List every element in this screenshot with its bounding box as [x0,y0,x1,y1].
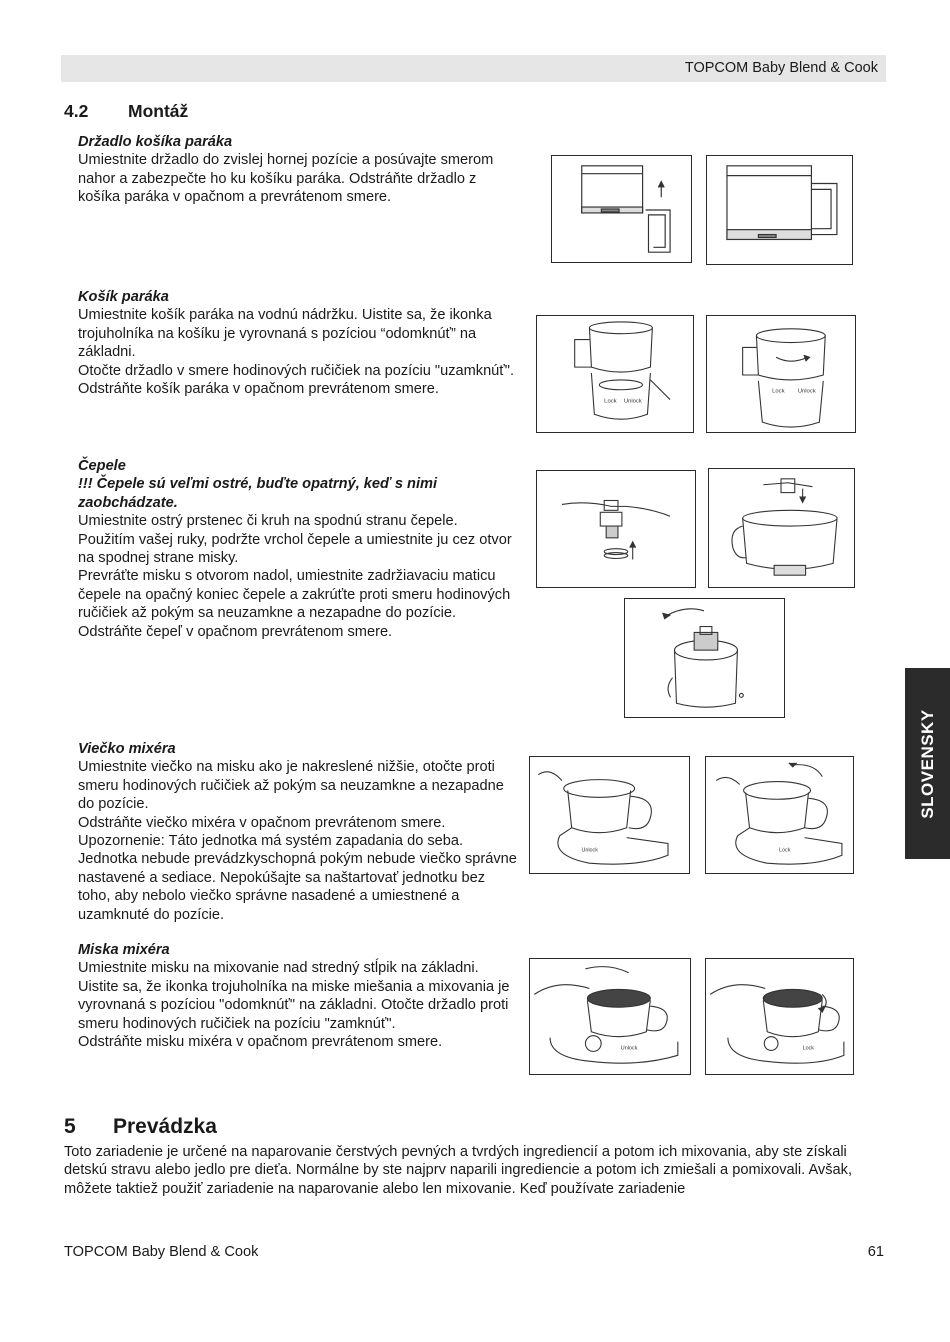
svg-text:Unlock: Unlock [581,847,598,854]
section-5-text: Toto zariadenie je určené na naparovanie čerstvých pevných a tvrdých ingrediencií a potom ich mixovania, aby ste získali detskú stravu alebo jedlo pre dieťa. Normálne by ste najprv naparili ingrediencie a potom ich zmiešali a pomixovali. Avšak, môžete taktiež použiť zariadenie na naparovanie alebo len mixovanie. Keď používate zariadenie [64,1144,852,1197]
blades-heading: Čepele [78,458,126,474]
bowl-place-illustration [529,958,691,1075]
lid-text-1: Umiestnite viečko na misku ako je nakreslené nižšie, otočte proti smeru hodinových ručičiek až pokým sa neuzamkne a nezapadne do pozície. [78,759,504,813]
blades-warning: !!! Čepele sú veľmi ostré, buďte opatrný, keď s nimi zaobchádzate. [78,476,438,511]
handle-attached-illustration [706,155,853,265]
handle-section [78,133,518,207]
blade-lock-illustration [624,598,785,718]
basket-rotate-illustration [706,315,856,433]
section-5-title: Prevádzka [113,1115,217,1138]
section-number: 4.2 [64,101,89,121]
lid-text-3: Upozornenie: Táto jednotka má systém zapadania do seba. Jednotka nebude prevádzkyschopná pokým nebude viečko správne nastavené a sediace. Nepokúšajte sa naštartovať jednotku bez toho, aby nebolo viečko správne nasadené a umiestnené a uzamknuté do pozície. [78,833,517,923]
section-5-heading [64,1115,217,1139]
svg-text:Unlock: Unlock [797,388,816,395]
header-title: TOPCOM Baby Blend & Cook [684,60,878,76]
lock-label: Lock [604,398,617,405]
bowl-text-1: Umiestnite misku na mixovanie nad stredný stĺpik na základni. Uistite sa, že ikonka trojuholníka na miske miešania a mixovania je vyrovnaná s pozíciou "odomknúť" na základni. Otočte držadlo proti smeru hodinových ručičiek na pozíciu "zamknúť". [78,960,510,1032]
lid-place-illustration [529,756,690,874]
svg-text:Lock: Lock [802,1045,814,1052]
blades-text-1: Umiestnite ostrý prstenec či kruh na spodnú stranu čepele. Použitím vašej ruky, podržte vrchol čepele a umiestnite ju cez otvor na spodnej strane misky. [78,513,512,567]
language-tab-label: SLOVENSKY [917,708,937,819]
lid-heading: Viečko mixéra [78,741,176,757]
basket-text-2: Otočte držadlo v smere hodinových ručičiek na pozíciu "uzamknúť". Odstráňte košík paráka v opačnom prevrátenom smere. [78,362,515,398]
svg-text:Lock: Lock [779,847,791,854]
bowl-section [78,941,518,1051]
bowl-heading: Miska mixéra [78,942,170,958]
blades-text-3: Odstráňte čepeľ v opačnom prevrátenom smere. [78,623,393,640]
page-number: 61 [867,1244,884,1260]
blades-section [78,457,518,641]
lid-text-2: Odstráňte viečko mixéra v opačnom prevrátenom smere. [78,814,446,831]
blade-insert-illustration [708,468,855,588]
svg-text:Lock: Lock [772,388,785,395]
blades-text-2: Prevráťte misku s otvorom nadol, umiestnite zadržiavaciu maticu čepele na opačný koniec čepele a zakrúťte proti smeru hodinových ručičiek až pokým sa neuzamkne a nezapadne do pozície. [78,568,511,622]
lid-rotate-illustration [705,756,854,874]
basket-heading: Košík paráka [78,289,169,305]
unlock-label: Unlock [623,398,642,405]
section-title: Montáž [128,101,189,121]
basket-text-1: Umiestnite košík paráka na vodnú nádržku. Uistite sa, že ikonka trojuholníka na košíku je vyrovnaná s pozíciou “odomknúť” na základni. [78,307,492,361]
handle-heading: Držadlo košíka paráka [78,134,233,150]
section-5-number: 5 [64,1115,76,1138]
basket-place-illustration [536,315,694,433]
handle-text: Umiestnite držadlo do zvislej hornej pozície a posúvajte smerom nahor a zabezpečte ho ku košíku paráka. Odstráňte držadlo z košíka paráka v opačnom a prevrátenom smere. [78,152,494,206]
svg-text:Unlock: Unlock [620,1045,638,1052]
handle-attach-illustration [551,155,692,263]
language-tab [905,668,950,859]
lid-section [78,740,518,924]
bowl-text-2: Odstráňte misku mixéra v opačnom prevrátenom smere. [78,1034,443,1051]
footer-title: TOPCOM Baby Blend & Cook [64,1244,259,1260]
basket-section [78,288,518,398]
bowl-rotate-illustration [705,958,854,1075]
blade-ring-illustration [536,470,696,588]
